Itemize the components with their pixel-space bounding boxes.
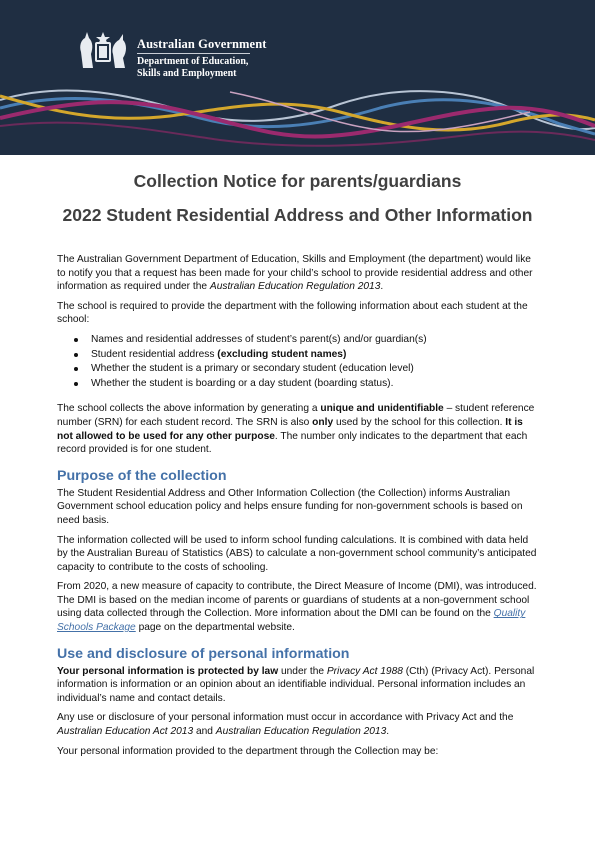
purpose-paragraph-2: The information collected will be used to inform school funding calculations. It is combined with data held by the Australian Bureau of Statistics (ABS) to calculate a non-government school community’s anticipated capacity to contribute to the costs of schooling. (57, 534, 537, 573)
department-line-2: Skills and Employment (137, 68, 237, 79)
use-paragraph-1: Your personal information is protected by law under the Privacy Act 1988 (Cth) (Privacy Act). Personal information is information or an opinion about an identifiable individual. Personal information includes an individual’s name and contact details. (57, 665, 535, 704)
required-information-list (57, 333, 541, 390)
document-title: Collection Notice for parents/guardians (133, 171, 462, 191)
list-item: Names and residential addresses of student’s parent(s) and/or guardian(s) (91, 333, 541, 347)
intro-requirement-paragraph: The school is required to provide the department with the following information about each student at the school: (57, 300, 528, 326)
intro-paragraph: The Australian Government Department of Education, Skills and Employment (the department) would like to notify you that a request has been made for your child’s school to provide residential address and other information as required under the Australian Education Regulation 2013. (57, 254, 533, 293)
document-header-banner (0, 0, 595, 155)
purpose-paragraph-1: The Student Residential Address and Other Information Collection (the Collection) informs Australian Government school education policy and helps ensure funding for non-government schools is based on need basis. (57, 487, 523, 526)
purpose-paragraph-3: From 2020, a new measure of capacity to contribute, the Direct Measure of Income (DMI), was introduced. The DMI is based on the median income of parents or guardians of students at a non-government school using data collected through the Collection. More information about the DMI can be found on the Quality Schools Package page on the departmental website. (57, 581, 537, 634)
department-line-1: Department of Education, (137, 56, 249, 67)
decorative-waves (0, 0, 595, 155)
list-item: Whether the student is boarding or a day student (boarding status). (91, 377, 541, 391)
srn-paragraph: The school collects the above information by generating a unique and unidentifiable – student reference number (SRN) for each student record. The SRN is also only used by the school for this collection. It is not allowed to be used for any other purpose. The number only indicates to the department that each record provided is for one student. (57, 403, 535, 456)
use-disclosure-heading: Use and disclosure of personal information (57, 645, 350, 662)
government-name: Australian Government (137, 37, 267, 51)
quality-schools-package-link[interactable]: Quality Schools Package (57, 608, 526, 634)
use-paragraph-2: Any use or disclosure of your personal information must occur in accordance with Privacy Act and the Australian Education Act 2013 and Australian Education Regulation 2013. (57, 712, 514, 738)
list-item: Whether the student is a primary or secondary student (education level) (91, 362, 541, 376)
document-subtitle: 2022 Student Residential Address and Other Information (62, 205, 533, 225)
header-divider (137, 53, 250, 54)
department-name (137, 56, 248, 80)
document-body (57, 253, 541, 764)
use-paragraph-3: Your personal information provided to the department through the Collection may be: (57, 745, 439, 757)
coat-of-arms-icon (75, 28, 133, 72)
list-item: Student residential address (excluding student names) (91, 348, 541, 362)
purpose-heading: Purpose of the collection (57, 467, 227, 484)
